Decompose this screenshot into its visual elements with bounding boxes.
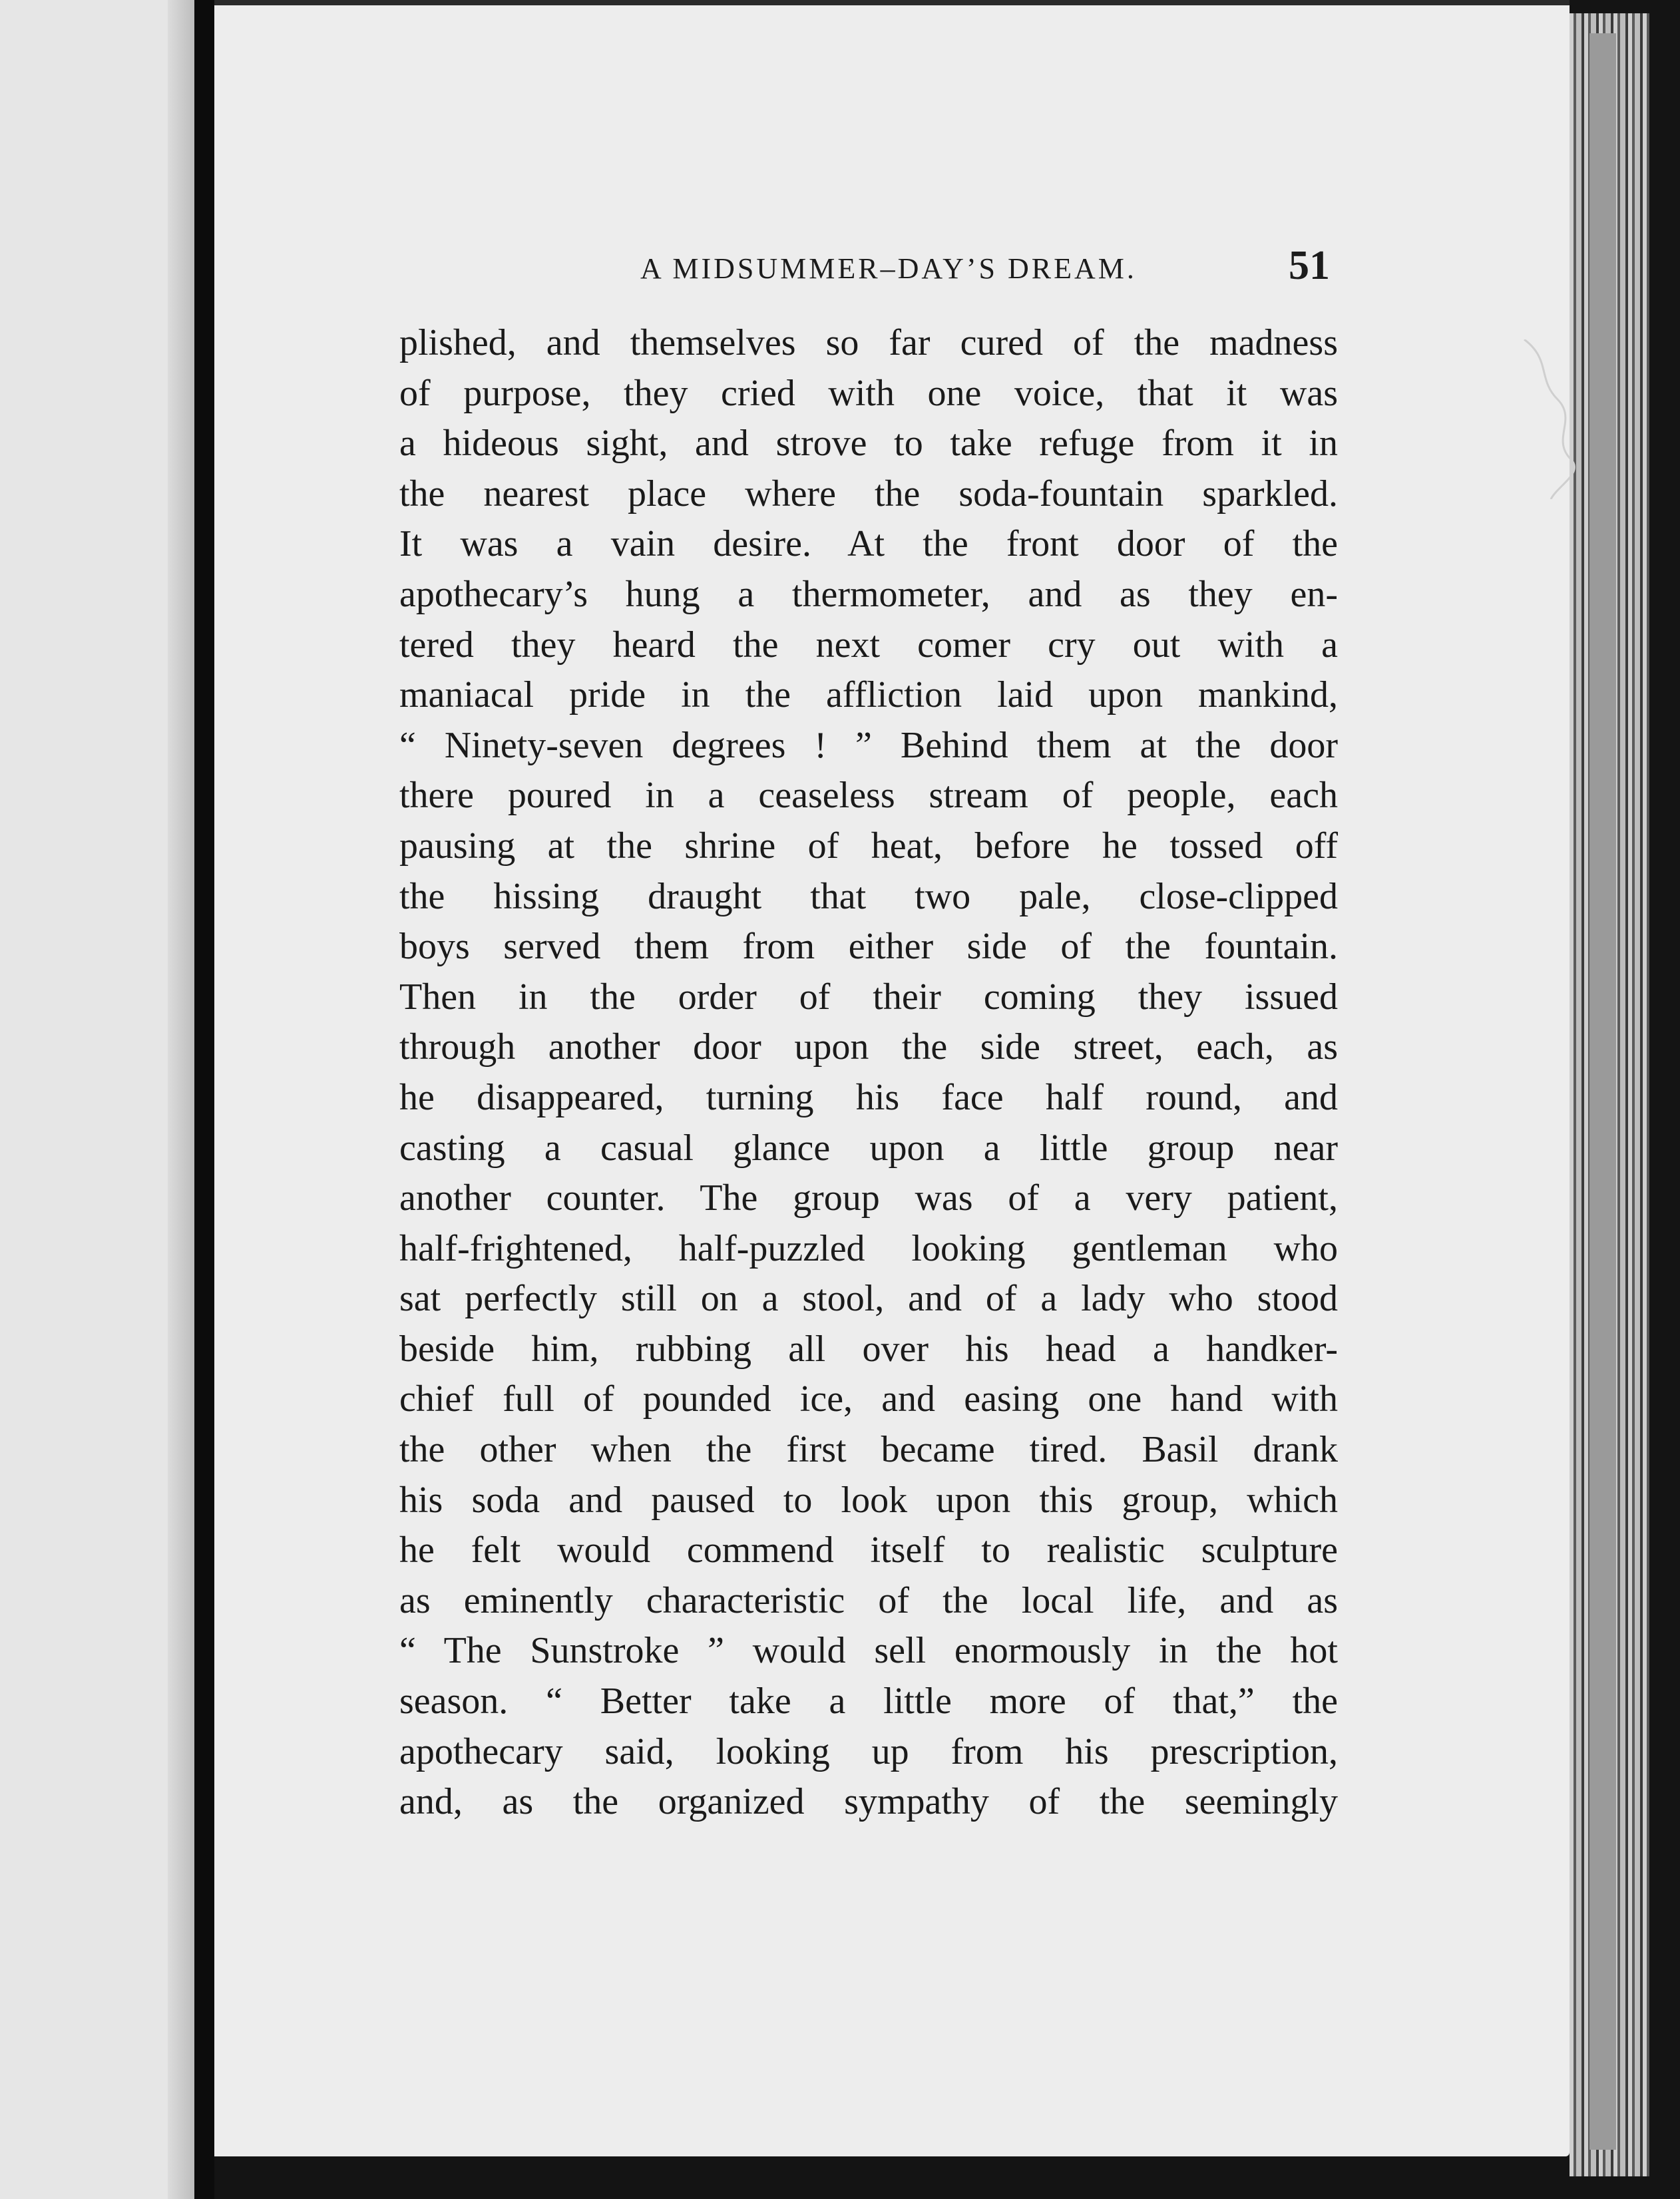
text-line: a hideous sight, and strove to take refuge from it in xyxy=(399,423,1338,465)
text-line: tered they heard the next comer cry out with a xyxy=(399,624,1338,666)
text-line: the nearest place where the soda-fountain sparkled. xyxy=(399,473,1338,514)
page-block-inner xyxy=(1589,33,1616,2150)
text-line: another counter. The group was of a very patient, xyxy=(399,1177,1338,1219)
page-top-edge xyxy=(214,0,1570,5)
text-line: there poured in a ceaseless stream of people, each xyxy=(399,775,1338,817)
text-line: as eminently characteristic of the local life, and as xyxy=(399,1579,1338,1621)
text-line: his soda and paused to look upon this group, which xyxy=(399,1479,1338,1521)
text-line: he felt would commend itself to realistic sculpture xyxy=(399,1529,1338,1571)
text-line: “ Ninety-seven degrees ! ” Behind them at the door xyxy=(399,724,1338,766)
book-gutter xyxy=(194,0,214,2199)
running-head: A MIDSUMMER–DAY’S DREAM. xyxy=(640,252,1137,285)
page-header xyxy=(614,243,1351,300)
text-line: casting a casual glance upon a little group near xyxy=(399,1127,1338,1169)
text-line: of purpose, they cried with one voice, that it was xyxy=(399,372,1338,414)
text-line: maniacal pride in the affliction laid upon mankind, xyxy=(399,674,1338,716)
text-line: apothecary’s hung a thermometer, and as they en- xyxy=(399,573,1338,615)
text-line: pausing at the shrine of heat, before he tossed off xyxy=(399,825,1338,867)
text-line: chief full of pounded ice, and easing one hand with xyxy=(399,1378,1338,1420)
text-line: he disappeared, turning his face half round, and xyxy=(399,1076,1338,1118)
page-curve-shadow xyxy=(168,0,194,2199)
page-number: 51 xyxy=(1289,243,1330,288)
text-line: season. “ Better take a little more of that,” the xyxy=(399,1681,1338,1722)
page-block-edges xyxy=(1570,13,1649,2176)
text-line: Then in the order of their coming they issued xyxy=(399,976,1338,1018)
text-line: “ The Sunstroke ” would sell enormously in the hot xyxy=(399,1630,1338,1672)
text-line: and, as the organized sympathy of the seemingly xyxy=(399,1781,1338,1823)
text-line: boys served them from either side of the fountain. xyxy=(399,926,1338,968)
previous-page-edge xyxy=(0,0,194,2199)
text-line: through another door upon the side street, each, as xyxy=(399,1026,1338,1068)
text-line: the other when the first became tired. Basil drank xyxy=(399,1429,1338,1471)
body-text xyxy=(399,318,1338,1828)
text-line: apothecary said, looking up from his prescription, xyxy=(399,1730,1338,1772)
text-line: sat perfectly still on a stool, and of a lady who stood xyxy=(399,1278,1338,1320)
bleed-through-marks xyxy=(1511,339,1591,499)
text-line: beside him, rubbing all over his head a handker- xyxy=(399,1328,1338,1370)
text-line: half-frightened, half-puzzled looking gentleman who xyxy=(399,1227,1338,1269)
text-line: It was a vain desire. At the front door of the xyxy=(399,523,1338,565)
text-line: the hissing draught that two pale, close-clipped xyxy=(399,875,1338,917)
text-line: plished, and themselves so far cured of the madness xyxy=(399,322,1338,363)
